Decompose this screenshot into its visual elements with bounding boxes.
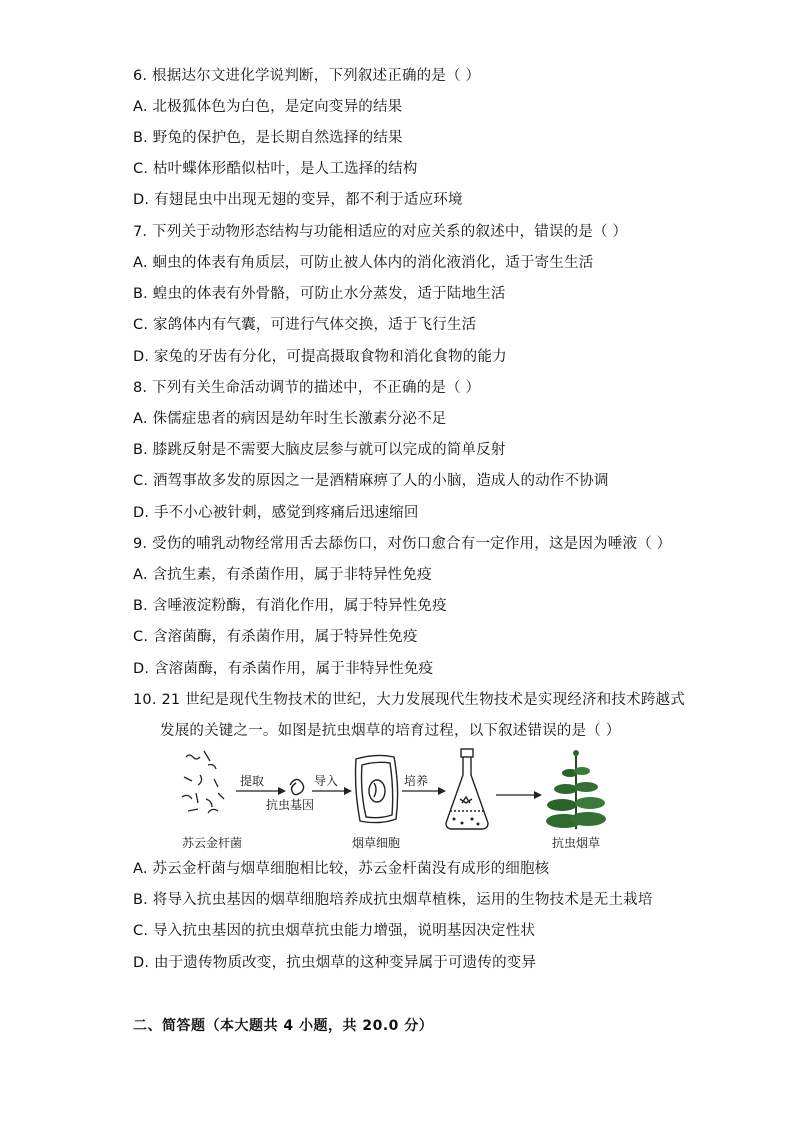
arrow-culture-label: 培养 (404, 774, 429, 788)
question-7-option-d: D. 家兔的牙齿有分化，可提高摄取食物和消化食物的能力 (133, 349, 507, 365)
question-6-stem: 6. 根据达尔文进化学说判断，下列叙述正确的是（ ） (133, 68, 481, 84)
tobacco-plant-label: 抗虫烟草 (552, 836, 601, 850)
gene-illustration (290, 779, 304, 794)
tobacco-cell-label: 烟草细胞 (352, 836, 401, 850)
question-7-option-c: C. 家鸽体内有气囊，可进行气体交换，适于飞行生活 (133, 317, 477, 333)
question-7-stem: 7. 下列关于动物形态结构与功能相适应的对应关系的叙述中，错误的是（ ） (133, 224, 628, 240)
question-8-option-b: B. 膝跳反射是不需要大脑皮层参与就可以完成的简单反射 (133, 442, 506, 458)
arrow-culture-head (438, 787, 446, 795)
tobacco-plant-illustration (546, 750, 606, 829)
question-10-option-d: D. 由于遗传物质改变，抗虫烟草的这种变异属于可遗传的变异 (133, 955, 537, 971)
question-10-option-c: C. 导入抗虫基因的抗虫烟草抗虫能力增强，说明基因决定性状 (133, 923, 536, 939)
arrow-extract-head (278, 787, 286, 795)
question-8-stem: 8. 下列有关生命活动调节的描述中，不正确的是（ ） (133, 380, 481, 396)
arrow-grow-head (534, 791, 542, 799)
question-10-option-b: B. 将导入抗虫基因的烟草细胞培养成抗虫烟草植株，运用的生物技术是无土栽培 (133, 892, 653, 908)
question-9-option-a: A. 含抗生素，有杀菌作用，属于非特异性免疫 (133, 567, 432, 583)
gene-label: 抗虫基因 (266, 798, 315, 812)
question-10-stem: 10. 21 世纪是现代生物技术的世纪，大力发展现代生物技术是实现经济和技术跨越式 (133, 692, 685, 708)
bacteria-label: 苏云金杆菌 (182, 836, 243, 850)
question-9-option-c: C. 含溶菌酶，有杀菌作用，属于特异性免疫 (133, 629, 418, 645)
question-9-stem: 9. 受伤的哺乳动物经常用舌去舔伤口，对伤口愈合有一定作用，这是因为唾液（ ） (133, 536, 672, 552)
question-8-option-c: C. 酒驾事故多发的原因之一是酒精麻痹了人的小脑，造成人的动作不协调 (133, 473, 609, 489)
question-10-stem-continued: 发展的关键之一。如图是抗虫烟草的培育过程，以下叙述错误的是（ ） (160, 723, 621, 739)
tobacco-breeding-figure (178, 745, 618, 855)
question-6-option-c: C. 枯叶蝶体形酷似枯叶，是人工选择的结构 (133, 161, 418, 177)
question-9-option-b: B. 含唾液淀粉酶，有消化作用，属于特异性免疫 (133, 598, 447, 614)
culture-flask-illustration (446, 749, 488, 829)
question-10-option-a: A. 苏云金杆菌与烟草细胞相比较，苏云金杆菌没有成形的细胞核 (133, 861, 550, 877)
question-6-option-b: B. 野兔的保护色，是长期自然选择的结果 (133, 130, 403, 146)
section-title: 二、简答题（本大题共 4 小题，共 20.0 分） (133, 1018, 434, 1034)
arrow-import-label: 导入 (314, 774, 339, 788)
question-6-option-d: D. 有翅昆虫中出现无翅的变异，都不利于适应环境 (133, 192, 463, 208)
arrow-import-head (344, 787, 352, 795)
question-7-option-b: B. 蝗虫的体表有外骨骼，可防止水分蒸发，适于陆地生活 (133, 286, 506, 302)
tobacco-cell-illustration (356, 755, 398, 822)
question-8-option-d: D. 手不小心被针刺，感觉到疼痛后迅速缩回 (133, 505, 419, 521)
arrow-extract-label: 提取 (240, 774, 265, 788)
question-7-option-a: A. 蛔虫的体表有角质层，可防止被人体内的消化液消化，适于寄生生活 (133, 255, 594, 271)
bacteria-illustration (182, 751, 224, 813)
question-9-option-d: D. 含溶菌酶，有杀菌作用，属于非特异性免疫 (133, 661, 434, 677)
question-6-option-a: A. 北极狐体色为白色，是定向变异的结果 (133, 99, 403, 115)
question-8-option-a: A. 侏儒症患者的病因是幼年时生长激素分泌不足 (133, 411, 447, 427)
